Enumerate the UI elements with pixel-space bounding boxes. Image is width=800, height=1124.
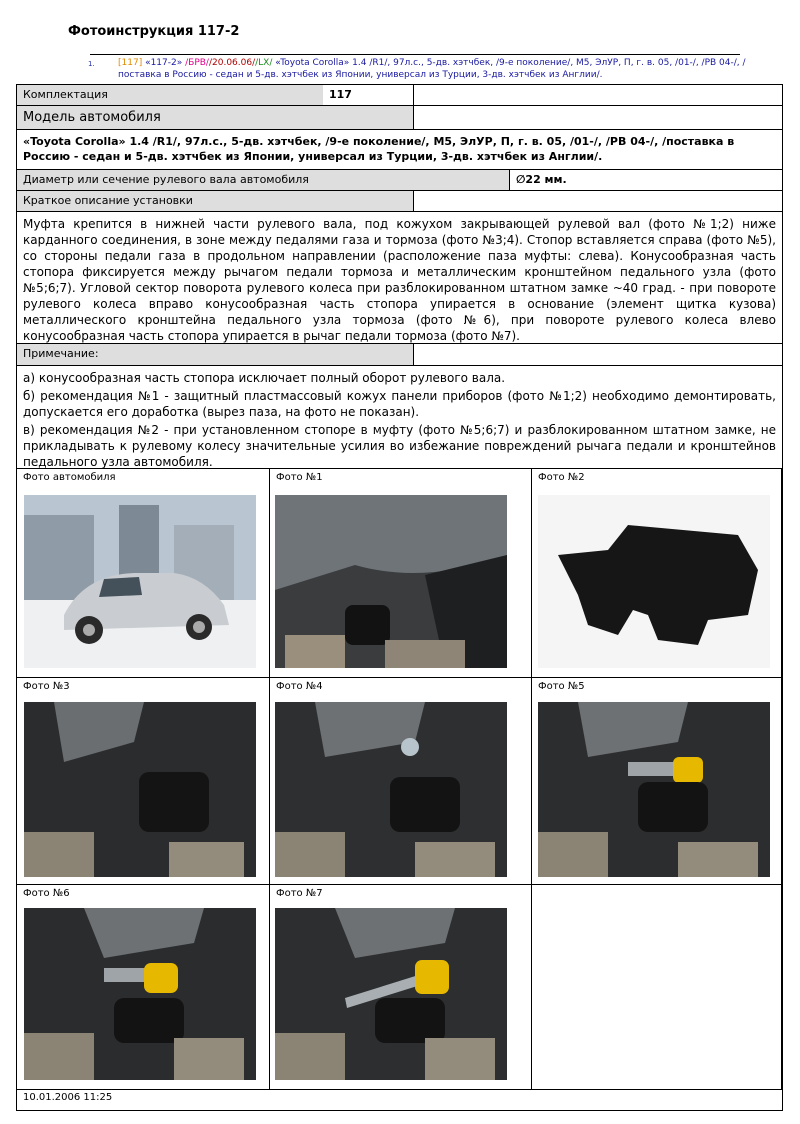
photo-label-7: Фото №7	[276, 888, 323, 899]
photo-1	[275, 495, 507, 668]
photo-cell-4	[270, 678, 532, 885]
photo-4	[275, 702, 507, 877]
empty-cell	[414, 191, 782, 211]
desc-label: Краткое описание установки	[23, 194, 193, 207]
photo-label-3: Фото №3	[23, 681, 70, 692]
note-label: Примечание:	[23, 347, 99, 360]
empty-cell	[414, 106, 782, 129]
toc-code: [117]	[118, 58, 143, 68]
photo-label-4: Фото №4	[276, 681, 323, 692]
komplektatsiya-value: 117	[323, 85, 413, 105]
row-diameter	[17, 170, 782, 191]
toc-name: «117-2»	[145, 58, 183, 68]
photo-cell-car	[17, 469, 270, 678]
photo-3	[24, 702, 256, 877]
photo-5	[538, 702, 770, 877]
row-desc-label	[17, 191, 782, 212]
empty-cell	[414, 85, 782, 105]
row-model-text	[17, 130, 782, 170]
photo-label-2: Фото №2	[538, 472, 585, 483]
row-model-label	[17, 106, 782, 130]
note-a: а) конусообразная часть стопора исключает полный оборот рулевого вала.	[23, 371, 506, 385]
toc-brand: /БРВ/	[185, 58, 209, 68]
photo-cell-2	[532, 469, 782, 678]
desc-text: Муфта крепится в нижней части рулевого вала, под кожухом закрывающей рулевой вал (фото №1;2) ниже карданного соединения, в зоне между педалями газа и тормоза (фото №3;4). Стопор вставляется справа (фото №5), со стороны педали газа в продольном направлении (расположение паза муфты: слева). Конусообразная часть стопора фиксируется между рычагом педали тормоза и металлическим кронштейном педального узла (фото №5;6;7). Угловой сектор поворота рулевого колеса при разблокированном штатном замке ~40 град. - при повороте рулевого колеса вправо конусообразная часть стопора упирается в основание (элемент щитка кузова) металлического кронштейна педального узла тормоза (фото №6), при повороте рулевого колеса влево конусообразная часть стопора упирается в рычаг педали тормоза (фото №7).	[23, 217, 776, 343]
toc-number: 1.	[88, 60, 95, 68]
empty-cell	[414, 344, 782, 365]
model-label: Модель автомобиля	[23, 110, 161, 125]
toc-description: «Toyota Corolla» 1.4 /R1/, 97л.с., 5-дв. хэтчбек, /9-е поколение/, М5, ЭлУР, П, г. в. 05, /01-/, /РВ 04-/, /поставка в Россию - седан и 5-дв. хэтчбек из Японии, универсал из Турции, 3-дв. хэтчбек из Англии/.	[118, 58, 746, 80]
row-komplektatsiya	[17, 85, 782, 106]
photo-label-1: Фото №1	[276, 472, 323, 483]
photo-cell-3	[17, 678, 270, 885]
car-photo	[24, 495, 256, 668]
toc-divider	[90, 54, 740, 55]
photo-7	[275, 908, 507, 1080]
model-text: «Toyota Corolla» 1.4 /R1/, 97л.с., 5-дв. хэтчбек, /9-е поколение/, М5, ЭлУР, П, г. в. 05, /01-/, /РВ 04-/, /поставка в Россию - седан и 5-дв. хэтчбек из Японии, универсал из Турции, 3-дв. хэтчбек из Англии/.	[23, 135, 735, 163]
toc-lx: /LX/	[255, 58, 273, 68]
photo-label-car: Фото автомобиля	[23, 472, 116, 483]
row-desc-text	[17, 212, 782, 344]
footer-timestamp: 10.01.2006 11:25	[23, 1092, 113, 1103]
photo-cell-empty	[532, 885, 782, 1090]
diameter-value: ∅22 мм.	[510, 170, 782, 190]
row-note-label	[17, 344, 782, 366]
photo-cell-1	[270, 469, 532, 678]
photo-cell-6	[17, 885, 270, 1090]
photo-label-5: Фото №5	[538, 681, 585, 692]
note-c: в) рекомендация №2 - при установленном стопоре в муфту (фото №5;6;7) и разблокированном штатном замке, не прикладывать к рулевому колесу значительные усилия во избежание повреждений рычага педали и кронштейнов педального узла автомобиля.	[23, 423, 776, 469]
komplektatsiya-label: Комплектация	[23, 88, 108, 101]
diameter-label: Диаметр или сечение рулевого вала автомобиля	[23, 173, 309, 186]
photo-6	[24, 908, 256, 1080]
toc-date: /20.06.06/	[208, 58, 256, 68]
note-b: б) рекомендация №1 - защитный пластмассовый кожух панели приборов (фото №1;2) необходимо демонтировать, допускается его доработка (вырез паза, на фото не показан).	[23, 389, 776, 419]
photo-cell-5	[532, 678, 782, 885]
photo-label-6: Фото №6	[23, 888, 70, 899]
document-title: Фотоинструкция 117-2	[68, 24, 240, 39]
row-notes	[17, 366, 782, 469]
photo-cell-7	[270, 885, 532, 1090]
photo-2	[538, 495, 770, 668]
